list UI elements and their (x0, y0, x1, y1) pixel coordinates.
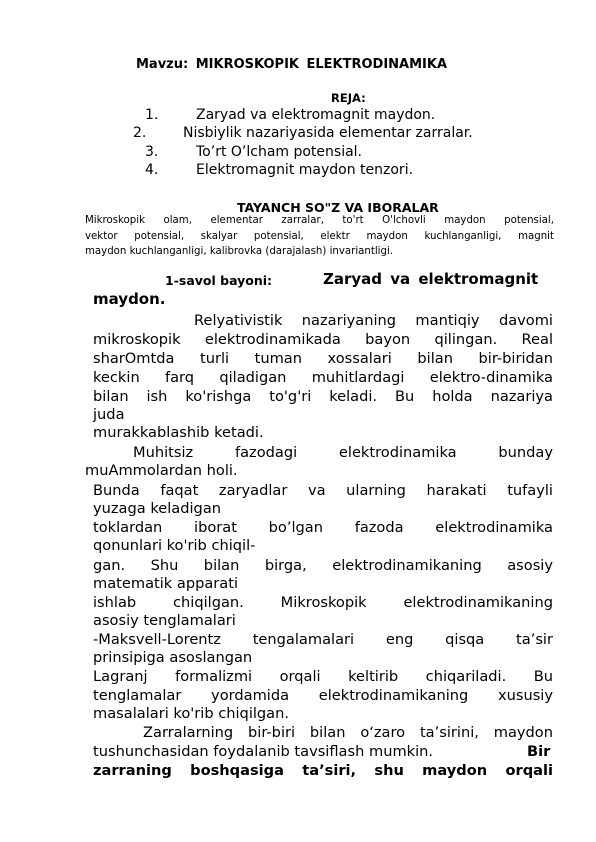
plan-item-text: Nisbiylik nazariyasida elementar zarralar. (183, 125, 473, 141)
keywords-line: vektor potensial, skalyar potensial, elektr maydon kuchlanganligi, magnit (85, 231, 554, 242)
body-line: matematik apparati (93, 575, 239, 592)
plan-item-text: Elektromagnit maydon tenzori. (196, 162, 414, 178)
body-line: keckin farq qiladigan muhitlardagi elektro-dinamika (93, 369, 553, 386)
body-bold-word: Bir (527, 743, 551, 760)
body-line: Zarralarning bir-biri bilan o‘zaro ta’sirini, maydon (143, 724, 553, 741)
body-line: juda (93, 406, 125, 423)
question-title-continued: maydon. (93, 290, 166, 308)
document-topic: Mavzu: MIKROSKOPIK ELEKTRODINAMIKA (136, 57, 448, 72)
keywords-line: Mikroskopik olam, elementar zarralar, to'rt O'lchovli maydon potensial, (85, 215, 554, 226)
plan-item-number: 3. (145, 144, 159, 160)
body-line: prinsipiga asoslangan (93, 649, 253, 666)
plan-item-text: To’rt O’lcham potensial. (196, 144, 363, 160)
question-title: Zaryad va elektromagnit (323, 270, 539, 288)
plan-heading: REJA: (331, 91, 366, 105)
body-line: toklardan iborat bo’lgan fazoda elektrodinamika (93, 519, 553, 536)
body-line: bilan ish ko'rishga to'g'ri keladi. Bu holda nazariya (93, 388, 553, 405)
keywords-heading: TAYANCH SO"Z VA IBORALAR (237, 200, 439, 215)
body-line: muAmmolardan holi. (85, 462, 238, 479)
body-line: murakkablashib ketadi. (93, 424, 264, 441)
question-label: 1-savol bayoni: (165, 273, 273, 288)
body-line: Muhitsiz fazodagi elektrodinamika bunday (133, 444, 553, 461)
plan-item-number: 2. (133, 125, 147, 141)
body-line: tushunchasidan foydalanib tavsiflash mumkin. (93, 743, 434, 760)
plan-item-text: Zaryad va elektromagnit maydon. (196, 107, 436, 123)
body-line: tenglamalar yordamida elektrodinamikaning xususiy (93, 687, 553, 704)
body-line: mikroskopik elektrodinamikada bayon qilingan. Real (93, 331, 553, 348)
body-line: yuzaga keladigan (93, 500, 222, 517)
body-line: asosiy tenglamalari (93, 612, 236, 629)
plan-item-number: 1. (145, 107, 159, 123)
body-line: sharOmtda turli tuman xossalari bilan bir-biridan (93, 350, 553, 367)
body-line: masalalari ko'rib chiqilgan. (93, 705, 290, 722)
body-line: gan. Shu bilan birga, elektrodinamikaning asosiy (93, 557, 553, 574)
body-line: zarraning boshqasiga ta’siri, shu maydon orqali (93, 762, 553, 779)
body-line: Lagranj formalizmi orqali keltirib chiqariladi. Bu (93, 668, 553, 685)
body-line: ishlab chiqilgan. Mikroskopik elektrodinamikaning (93, 594, 553, 611)
body-line: qonunlari ko'rib chiqil- (93, 537, 256, 554)
body-line: -Maksvell-Lorentz tengalamalari eng qisqa ta’sir (93, 631, 553, 648)
body-line: Bunda faqat zaryadlar va ularning harakati tufayli (93, 482, 553, 499)
plan-item-number: 4. (145, 162, 159, 178)
body-line: Relyativistik nazariyaning mantiqiy davomi (194, 312, 553, 329)
keywords-line: maydon kuchlanganligi, kalibrovka (darajalash) invariantligi. (85, 246, 394, 257)
